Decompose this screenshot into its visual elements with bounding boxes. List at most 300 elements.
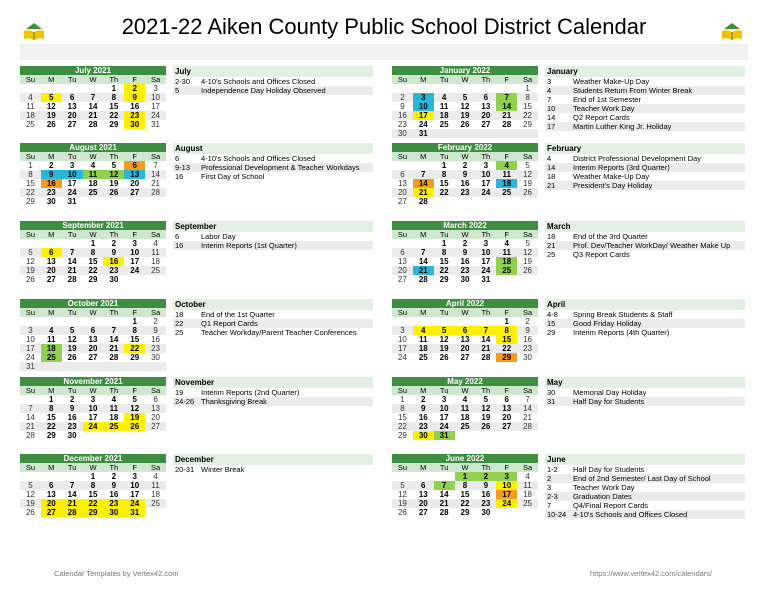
day-cell: 29 (130, 353, 140, 362)
day-cell: 23 (46, 188, 56, 197)
day-header: F (132, 75, 137, 84)
event-text: Labor Day (201, 232, 236, 241)
day-cell: 1 (504, 317, 509, 326)
day-header: Sa (150, 75, 161, 84)
day-cell (455, 317, 476, 326)
day-cell (20, 317, 41, 326)
day-header: Th (481, 308, 491, 317)
day-cell: 24 (496, 499, 517, 508)
day-header: Sa (522, 463, 533, 472)
day-cell: 3 (132, 472, 137, 481)
day-header: Tu (67, 230, 77, 239)
day-cell: 15 (523, 102, 533, 111)
day-cell: 16 (523, 335, 533, 344)
day-cell: 30 (460, 275, 470, 284)
day-cell (496, 508, 517, 517)
event-date: 9-13 (175, 163, 191, 172)
day-cell (496, 84, 517, 93)
week-row (20, 248, 166, 257)
day-cell (496, 431, 517, 440)
day-cell: 9 (153, 326, 158, 335)
day-cell (124, 431, 145, 440)
day-header: Th (109, 75, 119, 84)
day-cell: 16 (41, 179, 62, 188)
week-row (392, 197, 538, 206)
month-title: August 2021 (20, 143, 166, 152)
day-cell: 23 (418, 422, 428, 431)
day-cell: 4 (496, 161, 517, 170)
day-cell: 10 (397, 335, 407, 344)
day-cell: 7 (496, 93, 517, 102)
event-row (545, 510, 745, 519)
day-header: M (420, 152, 427, 161)
event-text: Teacher Work Day (573, 483, 635, 492)
day-cell: 12 (481, 404, 491, 413)
week-row (392, 179, 538, 188)
event-row (173, 319, 373, 328)
day-cell: 10 (130, 481, 140, 490)
day-cell: 11 (151, 481, 160, 490)
day-cell: 18 (523, 490, 533, 499)
day-cell: 11 (419, 335, 428, 344)
day-cell (83, 197, 104, 206)
day-cell: 15 (460, 490, 470, 499)
day-cell: 9 (124, 93, 145, 102)
day-cell: 31 (25, 362, 35, 371)
day-cell: 15 (130, 335, 140, 344)
day-header: Tu (439, 463, 449, 472)
day-cell: 28 (502, 120, 512, 129)
day-cell: 26 (523, 266, 533, 275)
day-cell: 3 (90, 395, 96, 404)
day-cell: 26 (25, 508, 35, 517)
day-cell: 29 (83, 508, 104, 517)
day-cell: 24 (418, 120, 428, 129)
day-cell (475, 84, 496, 93)
day-cell (475, 431, 496, 440)
day-cell (83, 431, 104, 440)
day-header: M (420, 463, 427, 472)
event-text: First Day of School (201, 172, 265, 181)
day-header: F (504, 463, 509, 472)
day-cell: 28 (151, 188, 161, 197)
day-header-row (20, 230, 166, 239)
day-cell: 17 (496, 490, 517, 499)
day-cell: 8 (525, 93, 530, 102)
day-cell: 24 (130, 266, 140, 275)
event-row (545, 328, 745, 337)
day-cell: 13 (88, 335, 98, 344)
day-cell: 21 (67, 266, 77, 275)
day-cell (392, 161, 413, 170)
day-cell: 10 (88, 404, 98, 413)
day-cell: 2 (421, 395, 426, 404)
event-date: 4-8 (547, 310, 558, 319)
day-header: Tu (439, 75, 449, 84)
day-cell: 5 (400, 481, 405, 490)
day-cell: 27 (481, 120, 491, 129)
event-text: Spring Break Students & Staff (573, 310, 673, 319)
day-cell (62, 472, 83, 481)
day-header: M (420, 386, 427, 395)
day-cell (41, 472, 62, 481)
day-cell: 20 (151, 413, 161, 422)
day-cell (41, 84, 62, 93)
day-header: Su (25, 75, 36, 84)
day-cell: 1 (525, 84, 530, 93)
day-cell: 5 (132, 395, 137, 404)
event-date: 24-26 (175, 397, 195, 406)
event-date: 29 (547, 328, 556, 337)
event-list (173, 377, 373, 406)
week-row (20, 317, 166, 326)
day-cell: 25 (151, 499, 161, 508)
event-text: Independence Day Holiday Observed (201, 86, 326, 95)
week-row (20, 120, 166, 129)
day-header: Su (25, 463, 36, 472)
day-cell: 25 (439, 120, 449, 129)
day-cell: 6 (400, 248, 405, 257)
day-cell: 6 (90, 326, 96, 335)
day-cell: 21 (523, 413, 533, 422)
day-cell: 11 (26, 102, 35, 111)
day-cell (475, 317, 496, 326)
day-header: Su (397, 152, 408, 161)
day-cell (517, 275, 538, 284)
day-cell: 7 (69, 248, 75, 257)
day-cell: 17 (88, 413, 98, 422)
month-title: October 2021 (20, 299, 166, 308)
day-cell: 18 (151, 257, 161, 266)
event-text: Weather Make-Up Day (573, 77, 650, 86)
day-cell: 11 (109, 404, 119, 413)
day-cell: 28 (109, 353, 119, 362)
event-text: Interim Reports (3rd Quarter) (573, 163, 670, 172)
day-header: Tu (67, 463, 77, 472)
day-cell: 27 (151, 422, 161, 431)
day-cell: 13 (397, 257, 407, 266)
week-row (20, 275, 166, 284)
day-cell: 16 (67, 413, 77, 422)
day-cell: 6 (49, 481, 54, 490)
footer-url[interactable]: https://www.vertex42.com/calendars/ (590, 569, 713, 578)
day-cell: 30 (103, 508, 124, 517)
day-cell: 19 (67, 344, 77, 353)
event-month-heading: September (173, 221, 373, 232)
event-row (173, 388, 373, 397)
day-cell: 22 (397, 422, 407, 431)
event-text: Interim Reports (1st Quarter) (201, 241, 297, 250)
event-list (545, 221, 745, 259)
day-header: Tu (67, 75, 77, 84)
day-cell: 8 (90, 481, 96, 490)
day-header: Tu (67, 308, 77, 317)
day-cell: 28 (88, 120, 98, 129)
week-row (392, 326, 538, 335)
day-cell: 25 (523, 499, 533, 508)
day-header: Th (109, 386, 119, 395)
day-cell: 14 (439, 490, 449, 499)
day-cell (455, 197, 476, 206)
event-text: Teacher Workday/Parent Teacher Conferences (201, 328, 357, 337)
day-header: Sa (522, 152, 533, 161)
day-cell: 13 (418, 490, 428, 499)
day-cell: 2 (475, 472, 496, 481)
day-cell: 5 (462, 93, 468, 102)
day-cell (455, 129, 476, 138)
event-text: Thanksgiving Break (201, 397, 267, 406)
day-cell: 15 (439, 257, 449, 266)
day-cell (496, 197, 517, 206)
day-cell (517, 431, 538, 440)
day-cell: 20 (130, 179, 140, 188)
day-header: Th (109, 308, 119, 317)
day-cell: 15 (109, 102, 119, 111)
day-cell (517, 197, 538, 206)
day-cell: 24 (124, 499, 145, 508)
day-cell: 21 (62, 499, 83, 508)
event-row (173, 328, 373, 337)
week-row (20, 344, 166, 353)
event-date: 6 (175, 232, 180, 241)
event-month-heading: May (545, 377, 745, 388)
week-row (20, 353, 166, 362)
day-cell: 23 (103, 499, 124, 508)
day-cell: 3 (496, 472, 517, 481)
day-cell: 12 (67, 335, 77, 344)
event-row (173, 310, 373, 319)
day-cell: 27 (46, 275, 56, 284)
day-cell: 12 (103, 170, 124, 179)
day-cell: 19 (397, 499, 407, 508)
day-cell: 19 (439, 344, 449, 353)
event-row (545, 483, 745, 492)
day-cell: 9 (462, 170, 468, 179)
day-cell (62, 317, 83, 326)
day-cell: 8 (111, 93, 117, 102)
event-row (173, 397, 373, 406)
event-date: 3 (547, 483, 552, 492)
event-text: End of the 3rd Quarter (573, 232, 648, 241)
day-cell: 6 (41, 248, 62, 257)
day-cell: 18 (460, 413, 470, 422)
week-row (392, 102, 538, 111)
day-cell: 4 (153, 472, 158, 481)
day-cell: 14 (481, 335, 491, 344)
event-text: Martin Luther King Jr. Holiday (573, 122, 672, 131)
event-date: 3 (547, 77, 552, 86)
day-cell: 18 (41, 344, 62, 353)
footer-credit[interactable]: Calendar Templates by Vertex42.com (54, 569, 179, 578)
event-row (173, 154, 373, 163)
event-date: 21 (547, 241, 556, 250)
week-row (392, 129, 538, 138)
day-header: Su (25, 308, 36, 317)
day-cell: 16 (418, 413, 428, 422)
day-cell: 15 (88, 490, 98, 499)
day-header: F (504, 75, 509, 84)
day-cell: 3 (483, 239, 489, 248)
day-cell: 20 (502, 413, 512, 422)
day-cell: 28 (481, 353, 491, 362)
day-cell (145, 431, 166, 440)
month-title: January 2022 (392, 66, 538, 75)
day-header: F (132, 463, 137, 472)
day-header: Sa (150, 152, 161, 161)
day-cell: 10 (496, 481, 517, 490)
day-header: W (461, 230, 469, 239)
day-header: Su (397, 463, 408, 472)
day-cell: 24 (83, 422, 104, 431)
school-book-logo-icon (718, 20, 746, 42)
day-header: Sa (150, 230, 161, 239)
event-text: Q3 Report Cards (573, 250, 630, 259)
day-cell (413, 317, 434, 326)
day-header: Th (481, 75, 491, 84)
day-cell: 5 (28, 481, 33, 490)
day-cell: 11 (83, 170, 104, 179)
week-row (20, 102, 166, 111)
day-cell: 3 (153, 84, 158, 93)
day-cell: 28 (67, 275, 77, 284)
event-month-heading: January (545, 66, 745, 77)
day-cell: 2 (400, 93, 405, 102)
day-cell: 22 (46, 422, 56, 431)
day-header-row (392, 152, 538, 161)
day-header: Sa (150, 463, 161, 472)
day-cell: 17 (130, 490, 140, 499)
week-row (20, 197, 166, 206)
day-cell (392, 84, 413, 93)
day-cell: 30 (481, 508, 491, 517)
event-text: End of 1st Semester (573, 95, 641, 104)
day-cell (83, 84, 104, 93)
event-row (545, 95, 745, 104)
day-cell: 17 (481, 257, 491, 266)
day-cell: 27 (418, 508, 428, 517)
event-text: Memorial Day Holiday (573, 388, 647, 397)
day-cell: 12 (397, 490, 407, 499)
day-cell (145, 362, 166, 371)
day-header: Tu (439, 308, 449, 317)
event-text: Q4/Final Report Cards (573, 501, 649, 510)
day-cell (392, 239, 413, 248)
day-cell: 6 (69, 93, 75, 102)
day-cell: 17 (67, 179, 77, 188)
event-month-heading: April (545, 299, 745, 310)
event-month-heading: February (545, 143, 745, 154)
day-cell: 6 (153, 395, 158, 404)
week-row (392, 335, 538, 344)
day-cell (455, 431, 476, 440)
day-cell: 28 (25, 431, 35, 440)
event-row (545, 250, 745, 259)
week-row (392, 481, 538, 490)
day-cell: 9 (421, 404, 426, 413)
day-cell: 16 (109, 490, 119, 499)
event-text: Professional Development & Teacher Workdays (201, 163, 360, 172)
day-cell: 4 (462, 395, 468, 404)
day-cell: 23 (124, 111, 145, 120)
week-row (392, 490, 538, 499)
day-cell: 30 (413, 431, 434, 440)
event-date: 25 (175, 328, 184, 337)
event-text: Prof. Dev/Teacher WorkDay/ Weather Make Up (573, 241, 731, 250)
day-cell: 5 (483, 395, 489, 404)
event-date: 15 (547, 319, 556, 328)
day-cell: 14 (418, 257, 428, 266)
week-row (392, 472, 538, 481)
day-cell: 21 (413, 266, 434, 275)
day-cell: 20 (67, 111, 77, 120)
day-header: F (132, 230, 137, 239)
week-row (392, 499, 538, 508)
day-cell: 10 (481, 248, 491, 257)
week-row (392, 344, 538, 353)
day-header: Th (481, 386, 491, 395)
day-cell: 18 (496, 179, 517, 188)
event-row (173, 241, 373, 250)
day-cell: 6 (483, 93, 489, 102)
day-cell: 14 (523, 404, 533, 413)
day-cell: 14 (67, 257, 77, 266)
event-text: Interim Reports (2nd Quarter) (201, 388, 300, 397)
day-cell: 27 (88, 353, 98, 362)
day-header: M (48, 152, 55, 161)
week-row (20, 362, 166, 371)
day-header: Sa (522, 308, 533, 317)
day-header-row (392, 308, 538, 317)
school-book-logo-icon (20, 20, 48, 42)
day-cell: 25 (103, 422, 124, 431)
day-header: Su (25, 230, 36, 239)
day-cell: 23 (67, 422, 77, 431)
event-date: 18 (547, 232, 556, 241)
event-row (545, 232, 745, 241)
day-cell: 2 (124, 84, 145, 93)
event-date: 18 (547, 172, 556, 181)
day-cell: 21 (413, 188, 434, 197)
day-cell: 11 (439, 102, 449, 111)
day-cell (124, 275, 145, 284)
day-cell: 24 (67, 188, 77, 197)
day-cell: 6 (455, 326, 476, 335)
day-cell: 26 (397, 508, 407, 517)
day-cell: 3 (441, 395, 447, 404)
event-row (545, 104, 745, 113)
day-cell: 26 (439, 353, 449, 362)
day-header: W (461, 152, 469, 161)
day-cell (103, 317, 124, 326)
event-text: Weather Make-Up Day (573, 172, 650, 181)
day-header: Tu (67, 152, 77, 161)
event-text: 4-10's Schools and Offices Closed (573, 510, 688, 519)
day-cell: 2 (525, 317, 530, 326)
event-row (545, 113, 745, 122)
day-cell: 10 (130, 248, 140, 257)
event-date: 5 (175, 86, 180, 95)
day-header: W (89, 386, 97, 395)
event-row (545, 465, 745, 474)
day-cell: 12 (130, 404, 140, 413)
day-cell: 2 (111, 472, 117, 481)
day-cell: 16 (397, 111, 407, 120)
event-list (173, 66, 373, 95)
title-band (20, 44, 748, 60)
day-cell: 31 (151, 120, 161, 129)
month-title: June 2022 (392, 454, 538, 463)
week-row (392, 161, 538, 170)
